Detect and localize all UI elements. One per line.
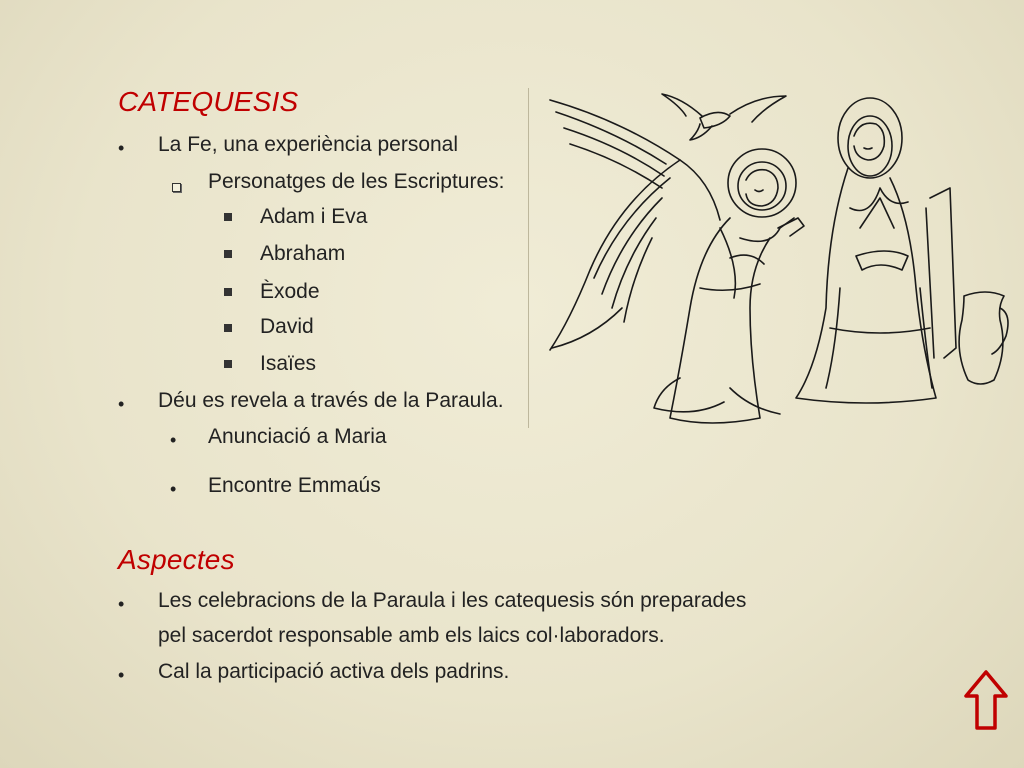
aspectes-heading: Aspectes xyxy=(118,544,235,575)
character-item: Èxode xyxy=(260,280,320,303)
bullet-icon: • xyxy=(170,479,177,499)
aspectes-bullet-preparation-cont: pel sacerdot responsable amb els laics col·laboradors. xyxy=(158,624,665,647)
square-bullet-icon xyxy=(224,360,232,368)
aspectes-bullet-preparation: Les celebracions de la Paraula i les catequesis són preparades xyxy=(158,589,747,612)
character-item: Abraham xyxy=(260,242,346,265)
scripture-characters-heading: Personatges de les Escriptures: xyxy=(208,170,505,193)
character-item: Adam i Eva xyxy=(260,205,368,228)
square-bullet-icon xyxy=(224,324,232,332)
jug-icon xyxy=(959,292,1008,384)
bullet-icon: • xyxy=(118,665,125,685)
bullet-icon: • xyxy=(170,430,177,450)
aspectes-bullet-godparents: Cal la participació activa dels padrins. xyxy=(158,660,510,683)
angel-figure xyxy=(654,149,804,423)
dove-icon xyxy=(662,94,786,140)
mary-figure xyxy=(796,98,956,403)
square-bullet-icon xyxy=(224,250,232,258)
annunciation-illustration xyxy=(530,88,1010,438)
catequesis-heading: CATEQUESIS xyxy=(118,86,299,117)
revelation-sub-item: Encontre Emmaús xyxy=(208,474,381,497)
revelation-sub-item: Anunciació a Maria xyxy=(208,425,387,448)
angel-wing-icon xyxy=(550,100,720,350)
square-bullet-icon xyxy=(224,213,232,221)
square-bullet-icon xyxy=(224,288,232,296)
catequesis-bullet-revelation: Déu es revela a través de la Paraula. xyxy=(158,389,504,412)
bullet-icon: • xyxy=(118,394,125,414)
character-item: David xyxy=(260,315,314,338)
hollow-square-bullet-icon xyxy=(172,183,181,192)
character-item: Isaïes xyxy=(260,352,317,375)
catequesis-bullet-faith: La Fe, una experiència personal xyxy=(158,133,459,156)
bullet-icon: • xyxy=(118,138,125,158)
bullet-icon: • xyxy=(118,594,125,614)
illustration-divider xyxy=(528,88,529,428)
up-arrow-icon[interactable] xyxy=(962,668,1010,732)
